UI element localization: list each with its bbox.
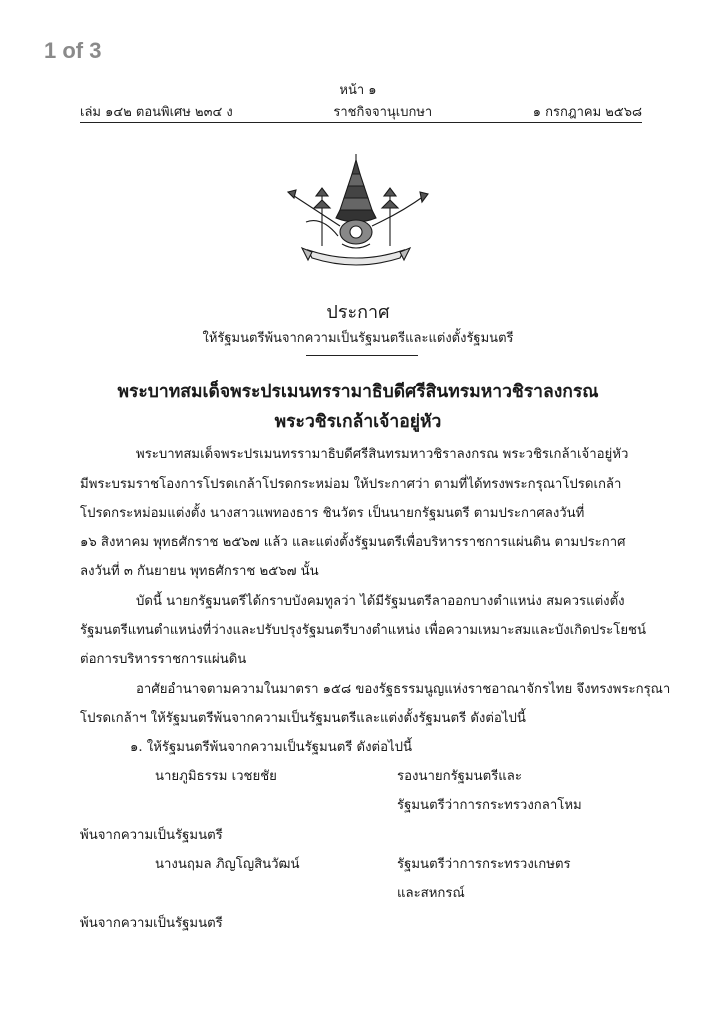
gazette-info-row bbox=[80, 101, 642, 122]
paragraph-line: มีพระบรมราชโองการโปรดเกล้าโปรดกระหม่อม ให้ประกาศว่า ตามที่ได้ทรงพระกรุณาโปรดเกล้า bbox=[80, 477, 622, 492]
minister-position: รัฐมนตรีว่าการกระทรวงกลาโหม bbox=[397, 798, 582, 813]
header-rule bbox=[80, 122, 642, 123]
item-1-heading: ๑. ให้รัฐมนตรีพ้นจากความเป็นรัฐมนตรี ดังต่อไปนี้ bbox=[130, 740, 413, 755]
minister-status: พ้นจากความเป็นรัฐมนตรี bbox=[80, 828, 223, 843]
minister-status: พ้นจากความเป็นรัฐมนตรี bbox=[80, 916, 223, 931]
paragraph-line: ต่อการบริหารราชการแผ่นดิน bbox=[80, 652, 247, 667]
king-name-line-1: พระบาทสมเด็จพระปรเมนทรรามาธิบดีศรีสินทรมหาวชิราลงกรณ bbox=[117, 382, 599, 402]
title-rule bbox=[306, 355, 418, 356]
paragraph-line: ลงวันที่ ๓ กันยายน พุทธศักราช ๒๕๖๗ นั้น bbox=[80, 564, 319, 579]
paragraph-line: บัดนี้ นายกรัฐมนตรีได้กราบบังคมทูลว่า ได้มีรัฐมนตรีลาออกบางตำแหน่ง สมควรแต่งตั้ง bbox=[136, 594, 625, 609]
minister-position: รองนายกรัฐมนตรีและ bbox=[397, 769, 522, 784]
announcement-title: ประกาศ bbox=[326, 302, 390, 323]
page-indicator: 1 of 3 bbox=[44, 38, 102, 63]
paragraph-line: อาศัยอำนาจตามความในมาตรา ๑๕๘ ของรัฐธรรมนูญแห่งราชอาณาจักรไทย จึงทรงพระกรุณา bbox=[136, 682, 671, 697]
minister-position: และสหกรณ์ bbox=[397, 886, 465, 901]
gazette-page-number: หน้า ๑ bbox=[339, 83, 377, 98]
royal-emblem-icon bbox=[282, 152, 430, 270]
minister-name: นายภูมิธรรม เวชยชัย bbox=[155, 769, 277, 784]
gazette-name: ราชกิจจานุเบกษา bbox=[333, 105, 433, 120]
king-name-line-2: พระวชิรเกล้าเจ้าอยู่หัว bbox=[274, 412, 442, 432]
paragraph-line: ๑๖ สิงหาคม พุทธศักราช ๒๕๖๗ แล้ว และแต่งตั้งรัฐมนตรีเพื่อบริหารราชการแผ่นดิน ตามประกาศ bbox=[80, 535, 626, 550]
paragraph-line: โปรดกระหม่อมแต่งตั้ง นางสาวแพทองธาร ชินวัตร เป็นนายกรัฐมนตรี ตามประกาศลงวันที่ bbox=[80, 506, 585, 521]
paragraph-line: โปรดเกล้าฯ ให้รัฐมนตรีพ้นจากความเป็นรัฐมนตรีและแต่งตั้งรัฐมนตรี ดังต่อไปนี้ bbox=[80, 711, 526, 726]
paragraph-line: รัฐมนตรีแทนตำแหน่งที่ว่างและปรับปรุงรัฐมนตรีบางตำแหน่ง เพื่อความเหมาะสมและบังเกิดประโยชน์ bbox=[80, 623, 647, 638]
minister-name: นางนฤมล ภิญโญสินวัฒน์ bbox=[155, 857, 300, 872]
gazette-volume: เล่ม ๑๔๒ ตอนพิเศษ ๒๓๔ ง bbox=[80, 105, 233, 120]
paragraph-line: พระบาทสมเด็จพระปรเมนทรรามาธิบดีศรีสินทรมหาวชิราลงกรณ พระวชิรเกล้าเจ้าอยู่หัว bbox=[136, 447, 629, 462]
announcement-subject: ให้รัฐมนตรีพ้นจากความเป็นรัฐมนตรีและแต่งตั้งรัฐมนตรี bbox=[202, 331, 514, 346]
minister-position: รัฐมนตรีว่าการกระทรวงเกษตร bbox=[397, 857, 571, 872]
gazette-date: ๑ กรกฎาคม ๒๕๖๘ bbox=[532, 105, 642, 120]
